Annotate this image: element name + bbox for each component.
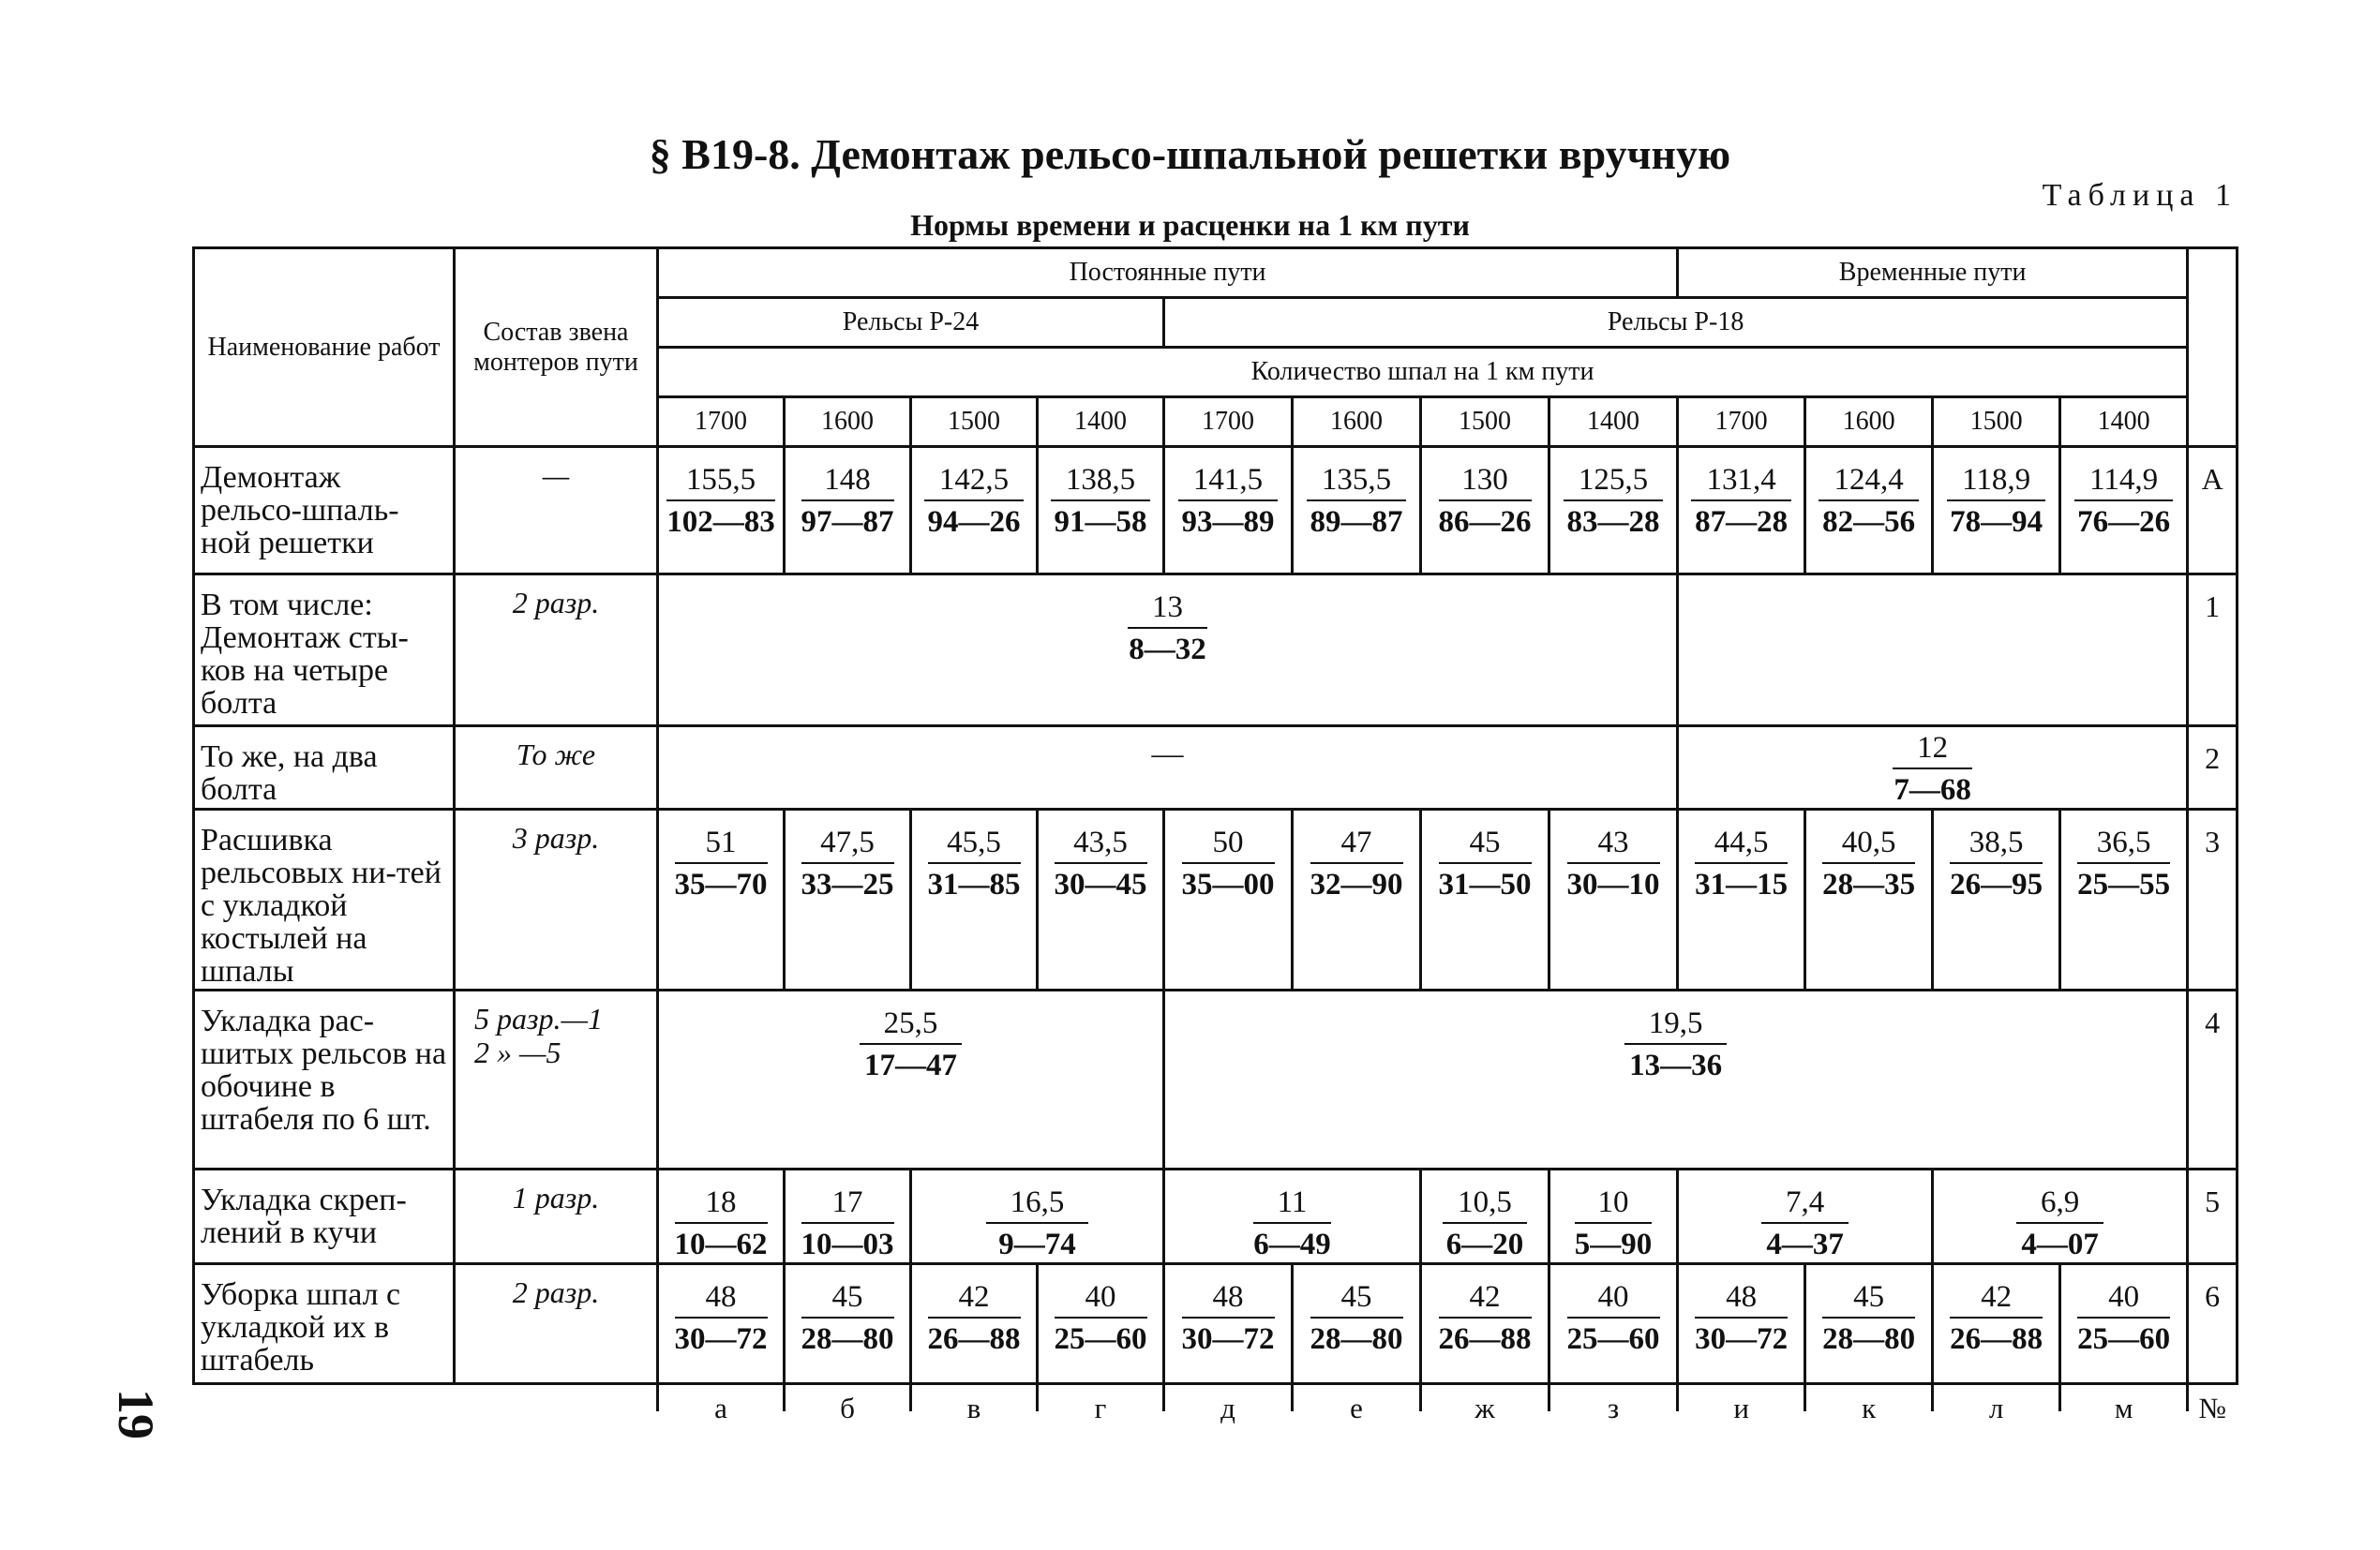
norm-time: 13	[1128, 590, 1207, 629]
norm-fraction	[1310, 1280, 1403, 1357]
column-letter: к	[1805, 1383, 1933, 1430]
norm-cell	[785, 447, 911, 574]
norm-cell	[911, 1169, 1164, 1263]
norm-fraction	[801, 826, 894, 902]
norm-cell	[1933, 447, 2060, 574]
norm-fraction	[1439, 463, 1532, 540]
norm-fraction	[1055, 1280, 1147, 1357]
norm-cell	[1805, 447, 1933, 574]
norm-cell	[1678, 1263, 1805, 1383]
row-crew: 3 разр.	[455, 809, 658, 990]
header-count: 1400	[2060, 397, 2188, 447]
norm-rate: 78—94	[1950, 504, 2043, 539]
row-index: 1	[2188, 574, 2238, 726]
norm-time: 10	[1575, 1185, 1653, 1224]
norm-rate: 82—56	[1822, 504, 1916, 539]
norm-time: 51	[675, 826, 768, 864]
norm-rate: 83—28	[1566, 504, 1660, 539]
norm-cell	[658, 574, 1678, 726]
norm-fraction	[1567, 1280, 1660, 1357]
norm-time: 47,5	[801, 826, 894, 864]
dash-cell: —	[658, 726, 1678, 810]
norm-time: 17	[801, 1185, 894, 1224]
norm-time: 131,4	[1691, 463, 1790, 501]
column-letter: и	[1678, 1383, 1805, 1430]
norm-cell	[658, 1263, 785, 1383]
norm-rate: 9—74	[998, 1227, 1076, 1261]
norm-fraction	[2077, 1280, 2170, 1357]
norm-rate: 25—60	[1566, 1321, 1660, 1356]
norm-cell	[1933, 809, 2060, 990]
norm-rate: 17—47	[864, 1048, 957, 1082]
norm-cell	[1678, 1169, 1933, 1263]
norm-fraction	[666, 463, 775, 540]
norm-cell	[911, 1263, 1038, 1383]
norm-cell	[911, 809, 1038, 990]
header-count: 1500	[1421, 397, 1549, 447]
row-crew: 2 разр.	[455, 1263, 658, 1383]
norm-cell	[1164, 1169, 1421, 1263]
header-temporary: Временные пути	[1678, 248, 2188, 298]
norm-time: 42	[1950, 1280, 2043, 1319]
norm-fraction	[1950, 826, 2043, 902]
header-count: 1400	[1549, 397, 1678, 447]
norm-time: 18	[675, 1185, 768, 1224]
norm-rate: 4—07	[2021, 1227, 2099, 1261]
norm-cell	[1421, 809, 1549, 990]
norm-time: 40	[1055, 1280, 1147, 1319]
norm-cell	[1038, 447, 1164, 574]
norm-fraction	[928, 1280, 1021, 1357]
norm-fraction	[1307, 463, 1406, 540]
header-count: 1700	[1164, 397, 1293, 447]
norm-time: 48	[1182, 1280, 1275, 1319]
norm-rate: 89—87	[1310, 504, 1403, 539]
norm-rate: 31—85	[927, 867, 1021, 902]
norm-cell	[2060, 809, 2188, 990]
column-letter: л	[1933, 1383, 2060, 1430]
norm-time: 7,4	[1761, 1185, 1849, 1224]
norm-rate: 31—50	[1438, 867, 1532, 902]
norm-cell	[1549, 447, 1678, 574]
row-crew: —	[455, 447, 658, 574]
header-count: 1500	[911, 397, 1038, 447]
row-crew: 2 разр.	[455, 574, 658, 726]
table-label: Таблица 1	[2042, 178, 2238, 213]
header-count: 1600	[1293, 397, 1421, 447]
norm-time: 40,5	[1822, 826, 1915, 864]
norm-time: 135,5	[1307, 463, 1406, 501]
column-letter: д	[1164, 1383, 1293, 1430]
norm-rate: 26—88	[927, 1321, 1021, 1356]
norm-fraction	[1822, 826, 1915, 902]
norm-rate: 5—90	[1574, 1227, 1653, 1261]
norm-fraction	[1695, 826, 1788, 902]
norm-cell	[1038, 1263, 1164, 1383]
norm-fraction	[1691, 463, 1790, 540]
column-letter: в	[911, 1383, 1038, 1430]
norm-time: 45	[801, 1280, 894, 1319]
crew-line: 2 » —5	[474, 1035, 561, 1069]
norm-cell	[2060, 447, 2188, 574]
norm-fraction	[1567, 826, 1660, 902]
norm-fraction	[675, 1280, 768, 1357]
norm-fraction	[1182, 1280, 1275, 1357]
norm-time: 148	[801, 463, 894, 501]
norm-cell	[785, 1263, 911, 1383]
norm-fraction	[1178, 463, 1278, 540]
footer-blank	[455, 1383, 658, 1430]
row-name: Расшивка рельсовых ни-тей с укладкой костылей на шпалы	[194, 809, 455, 990]
row-name: Уборка шпал с укладкой их в штабель	[194, 1263, 455, 1383]
norm-rate: 76—26	[2077, 504, 2171, 539]
norm-time: 42	[1439, 1280, 1532, 1319]
norm-cell	[785, 809, 911, 990]
header-count: 1500	[1933, 397, 2060, 447]
norm-rate: 7—68	[1894, 772, 1971, 807]
norm-time: 141,5	[1178, 463, 1278, 501]
norm-cell	[1421, 447, 1549, 574]
norm-time: 40	[1567, 1280, 1660, 1319]
norm-cell	[1293, 447, 1421, 574]
norm-cell	[658, 447, 785, 574]
row-name: Укладка скреп-лений в кучи	[194, 1169, 455, 1263]
norm-rate: 8—32	[1129, 632, 1206, 666]
norm-time: 40	[2077, 1280, 2170, 1319]
norm-time: 118,9	[1947, 463, 2045, 501]
crew-line: 5 разр.—1	[474, 1001, 603, 1036]
norm-time: 50	[1182, 826, 1275, 864]
norm-cell	[1293, 1263, 1421, 1383]
norm-cell	[1549, 1263, 1678, 1383]
column-letter: г	[1038, 1383, 1164, 1430]
header-sleepers: Количество шпал на 1 км пути	[658, 348, 2188, 397]
norm-cell	[1421, 1169, 1549, 1263]
norm-time: 142,5	[924, 463, 1024, 501]
norm-time: 43,5	[1055, 826, 1147, 864]
norm-time: 25,5	[860, 1006, 963, 1045]
norm-time: 155,5	[666, 463, 775, 501]
norm-rate: 30—10	[1566, 867, 1660, 902]
norm-time: 16,5	[986, 1185, 1089, 1224]
norm-time: 38,5	[1950, 826, 2043, 864]
norm-rate: 102—83	[666, 504, 775, 539]
column-letter: б	[785, 1383, 911, 1430]
norm-fraction	[928, 826, 1021, 902]
norm-rate: 30—72	[674, 1321, 768, 1356]
norm-time: 45,5	[928, 826, 1021, 864]
row-crew: 1 разр.	[455, 1169, 658, 1263]
norm-fraction	[1822, 1280, 1915, 1357]
norm-time: 125,5	[1564, 463, 1663, 501]
footer-blank	[194, 1383, 455, 1430]
header-permanent: Постоянные пути	[658, 248, 1678, 298]
header-count: 1400	[1038, 397, 1164, 447]
header-rails-r24: Рельсы Р-24	[658, 298, 1164, 348]
norm-time: 47	[1310, 826, 1403, 864]
norm-rate: 30—72	[1695, 1321, 1789, 1356]
row-name: Демонтаж рельсо-шпаль-ной решетки	[194, 447, 455, 574]
norm-rate: 31—15	[1695, 867, 1789, 902]
page-number: 19	[108, 1389, 164, 1439]
row-index: 2	[2188, 726, 2238, 810]
norm-cell	[1678, 726, 2188, 810]
norm-fraction	[1819, 463, 1918, 540]
norm-cell	[1164, 990, 2188, 1169]
norm-cell	[1421, 1263, 1549, 1383]
norm-rate: 87—28	[1695, 504, 1789, 539]
norm-fraction	[1182, 826, 1275, 902]
norm-time: 130	[1439, 463, 1532, 501]
norm-rate: 26—88	[1438, 1321, 1532, 1356]
norm-time: 45	[1310, 1280, 1403, 1319]
norm-rate: 33—25	[801, 867, 894, 902]
row-index: 6	[2188, 1263, 2238, 1383]
norm-rate: 28—80	[801, 1321, 894, 1356]
column-letter: ж	[1421, 1383, 1549, 1430]
norm-rate: 30—45	[1054, 867, 1147, 902]
column-no-label: №	[2188, 1383, 2238, 1430]
norm-cell	[1549, 1169, 1678, 1263]
norm-time: 36,5	[2077, 826, 2170, 864]
norm-time: 45	[1439, 826, 1532, 864]
header-count: 1700	[658, 397, 785, 447]
norm-cell	[785, 1169, 911, 1263]
norm-time: 12	[1893, 731, 1972, 769]
header-index	[2188, 248, 2238, 447]
column-letter: м	[2060, 1383, 2188, 1430]
norm-rate: 13—36	[1629, 1048, 1723, 1082]
norm-rate: 25—60	[2077, 1321, 2171, 1356]
table-subtitle: Нормы времени и расценки на 1 км пути	[910, 208, 1470, 242]
norm-cell	[1933, 1263, 2060, 1383]
norm-time: 10,5	[1443, 1185, 1527, 1224]
header-count: 1600	[1805, 397, 1933, 447]
row-index: 3	[2188, 809, 2238, 990]
norm-fraction	[1950, 1280, 2043, 1357]
norm-fraction	[1055, 826, 1147, 902]
norm-fraction	[1051, 463, 1150, 540]
norms-table	[192, 246, 2238, 1430]
header-count: 1700	[1678, 397, 1805, 447]
norm-rate: 28—35	[1822, 867, 1916, 902]
norm-time: 42	[928, 1280, 1021, 1319]
norm-rate: 4—37	[1766, 1227, 1844, 1261]
norm-time: 45	[1822, 1280, 1915, 1319]
header-crew: Состав звена монтеров пути	[455, 248, 658, 447]
column-letter: з	[1549, 1383, 1678, 1430]
row-name: То же, на два болта	[194, 726, 455, 810]
norm-rate: 26—95	[1950, 867, 2043, 902]
norm-fraction	[801, 1280, 894, 1357]
norm-rate: 28—80	[1822, 1321, 1916, 1356]
norm-cell	[1164, 809, 1293, 990]
norm-fraction	[1564, 463, 1663, 540]
norm-rate: 30—72	[1181, 1321, 1275, 1356]
row-index: 5	[2188, 1169, 2238, 1263]
row-crew: То же	[455, 726, 658, 810]
norm-fraction	[801, 463, 894, 540]
empty-cell	[1678, 574, 2188, 726]
norm-cell	[1164, 1263, 1293, 1383]
norm-rate: 86—26	[1438, 504, 1532, 539]
norm-cell	[658, 990, 1164, 1169]
norm-time: 11	[1253, 1185, 1332, 1224]
norm-rate: 91—58	[1054, 504, 1147, 539]
column-letter: а	[658, 1383, 785, 1430]
norm-cell	[1933, 1169, 2188, 1263]
norm-rate: 97—87	[801, 504, 894, 539]
norm-time: 6,9	[2016, 1185, 2103, 1224]
norm-time: 124,4	[1819, 463, 1918, 501]
norm-fraction	[924, 463, 1024, 540]
row-index: А	[2188, 447, 2238, 574]
norm-fraction	[1695, 1280, 1788, 1357]
norm-cell	[658, 809, 785, 990]
norm-cell	[2060, 1263, 2188, 1383]
norm-fraction	[1439, 1280, 1532, 1357]
norm-rate: 25—60	[1054, 1321, 1147, 1356]
norm-rate: 32—90	[1310, 867, 1403, 902]
header-name: Наименование работ	[194, 248, 455, 447]
norm-time: 48	[675, 1280, 768, 1319]
norm-cell	[1678, 809, 1805, 990]
norm-time: 43	[1567, 826, 1660, 864]
norm-cell	[911, 447, 1038, 574]
norm-cell	[658, 1169, 785, 1263]
norm-cell	[1038, 809, 1164, 990]
norm-rate: 28—80	[1310, 1321, 1403, 1356]
row-name: Укладка рас-шитых рельсов на обочине в штабеля по 6 шт.	[194, 990, 455, 1169]
row-name: В том числе: Демонтаж сты-ков на четыре болта	[194, 574, 455, 726]
column-letter: е	[1293, 1383, 1421, 1430]
norm-cell	[1678, 447, 1805, 574]
norm-time: 19,5	[1624, 1006, 1728, 1045]
norm-rate: 94—26	[927, 504, 1021, 539]
norm-rate: 25—55	[2077, 867, 2171, 902]
norm-cell	[1293, 809, 1421, 990]
norm-cell	[1805, 1263, 1933, 1383]
norm-cell	[1805, 809, 1933, 990]
row-index: 4	[2188, 990, 2238, 1169]
norm-fraction	[1310, 826, 1403, 902]
norm-fraction	[1947, 463, 2045, 540]
norm-rate: 10—03	[801, 1227, 894, 1261]
norm-rate: 26—88	[1950, 1321, 2043, 1356]
norm-rate: 10—62	[674, 1227, 768, 1261]
norm-rate: 35—00	[1181, 867, 1275, 902]
page-title: § В19-8. Демонтаж рельсо-шпальной решетки вручную	[649, 130, 1731, 178]
norm-time: 44,5	[1695, 826, 1788, 864]
norm-rate: 6—49	[1253, 1227, 1331, 1261]
norm-rate: 6—20	[1445, 1227, 1524, 1261]
header-rails-r18: Рельсы Р-18	[1164, 298, 2188, 348]
norm-time: 138,5	[1051, 463, 1150, 501]
norm-time: 114,9	[2074, 463, 2173, 501]
norm-fraction	[2074, 463, 2173, 540]
norm-cell	[1164, 447, 1293, 574]
norm-fraction	[2077, 826, 2170, 902]
norm-time: 48	[1695, 1280, 1788, 1319]
norm-cell	[1549, 809, 1678, 990]
norm-rate: 93—89	[1181, 504, 1275, 539]
header-count: 1600	[785, 397, 911, 447]
norm-fraction	[675, 826, 768, 902]
row-crew	[455, 990, 658, 1169]
norm-fraction	[1439, 826, 1532, 902]
norm-rate: 35—70	[674, 867, 768, 902]
